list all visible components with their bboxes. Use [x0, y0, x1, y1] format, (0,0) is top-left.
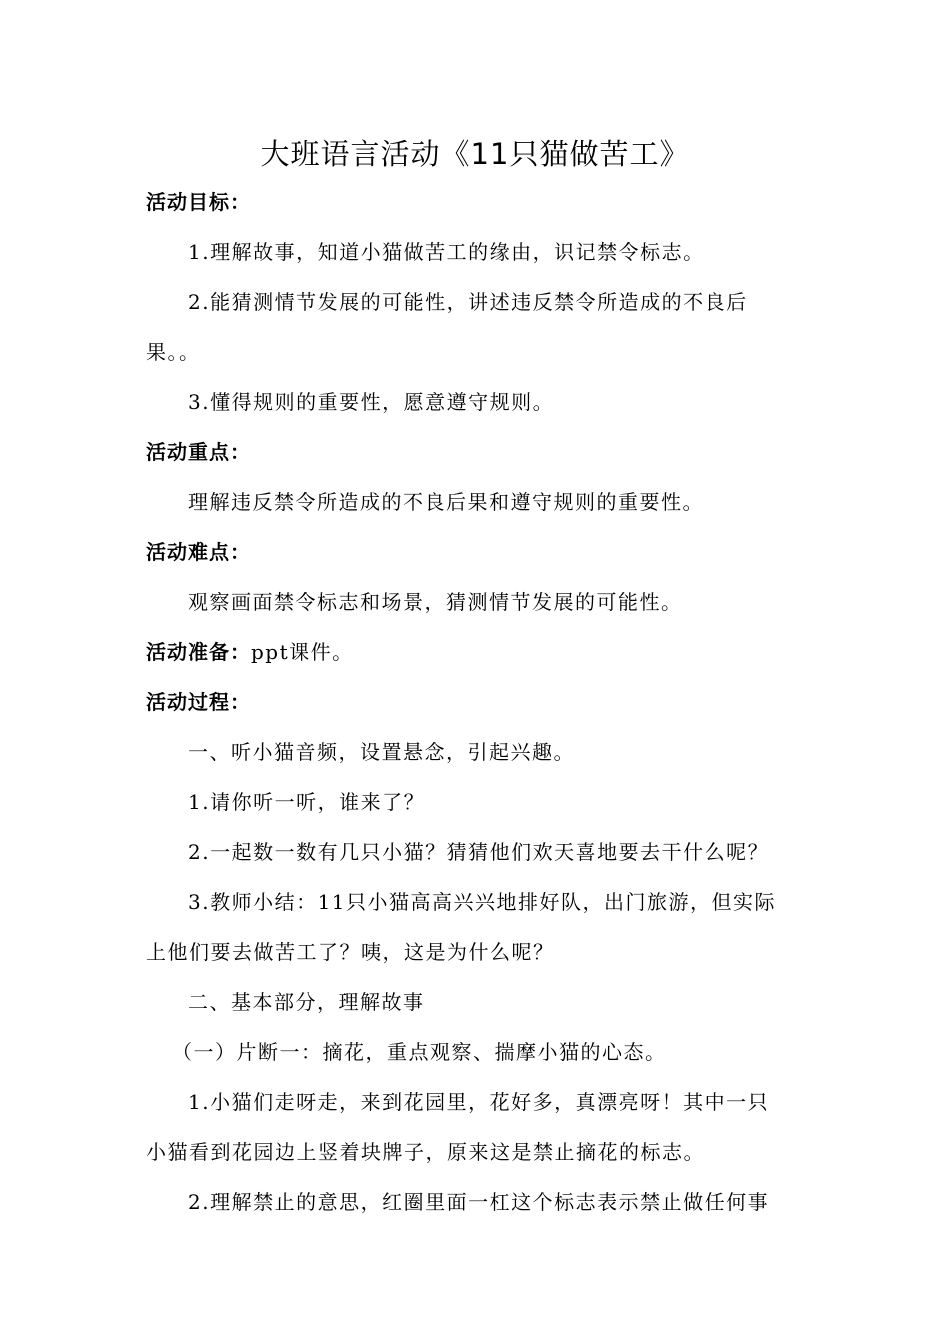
focus-text: 理解违反禁令所造成的不良后果和遵守规则的重要性。 — [188, 490, 704, 514]
goal-item-2: 2.能猜测情节发展的可能性，讲述违反禁令所造成的不良后 — [188, 290, 748, 314]
process-line-1: 一、听小猫音频，设置悬念，引起兴趣。 — [188, 740, 575, 764]
process-line-5: 上他们要去做苦工了？咦，这是为什么呢？ — [146, 940, 555, 964]
prep-heading: 活动准备： — [146, 640, 251, 664]
process-line-2: 1.请你听一听，谁来了？ — [188, 790, 426, 814]
difficulty-text: 观察画面禁令标志和场景，猜测情节发展的可能性。 — [188, 590, 683, 614]
goal-item-3: 3.懂得规则的重要性，愿意遵守规则。 — [188, 390, 555, 414]
document-title: 大班语言活动《11只猫做苦工》 — [260, 137, 690, 171]
process-line-3: 2.一起数一数有几只小猫？猜猜他们欢天喜地要去干什么呢？ — [188, 840, 770, 864]
goal-item-2-continued: 果。。 — [146, 340, 201, 364]
process-line-10: 2.理解禁止的意思，红圈里面一杠这个标志表示禁止做任何事 — [188, 1190, 770, 1214]
process-line-6: 二、基本部分，理解故事 — [188, 990, 425, 1014]
goals-heading: 活动目标： — [146, 190, 251, 214]
prep-line — [146, 638, 806, 666]
process-line-4: 3.教师小结：11只小猫高高兴兴地排好队，出门旅游，但实际 — [188, 890, 777, 914]
goal-item-1: 1.理解故事，知道小猫做苦工的缘由，识记禁令标志。 — [188, 240, 705, 264]
process-heading: 活动过程： — [146, 690, 251, 714]
focus-heading: 活动重点： — [146, 440, 251, 464]
process-line-9: 小猫看到花园边上竖着块牌子，原来这是禁止摘花的标志。 — [146, 1140, 705, 1164]
prep-text: ppt课件。 — [251, 640, 354, 664]
process-line-7: （一）片断一：摘花，重点观察、揣摩小猫的心态。 — [172, 1040, 667, 1064]
process-line-8: 1.小猫们走呀走，来到花园里，花好多，真漂亮呀！其中一只 — [188, 1090, 770, 1114]
difficulty-heading: 活动难点： — [146, 540, 251, 564]
